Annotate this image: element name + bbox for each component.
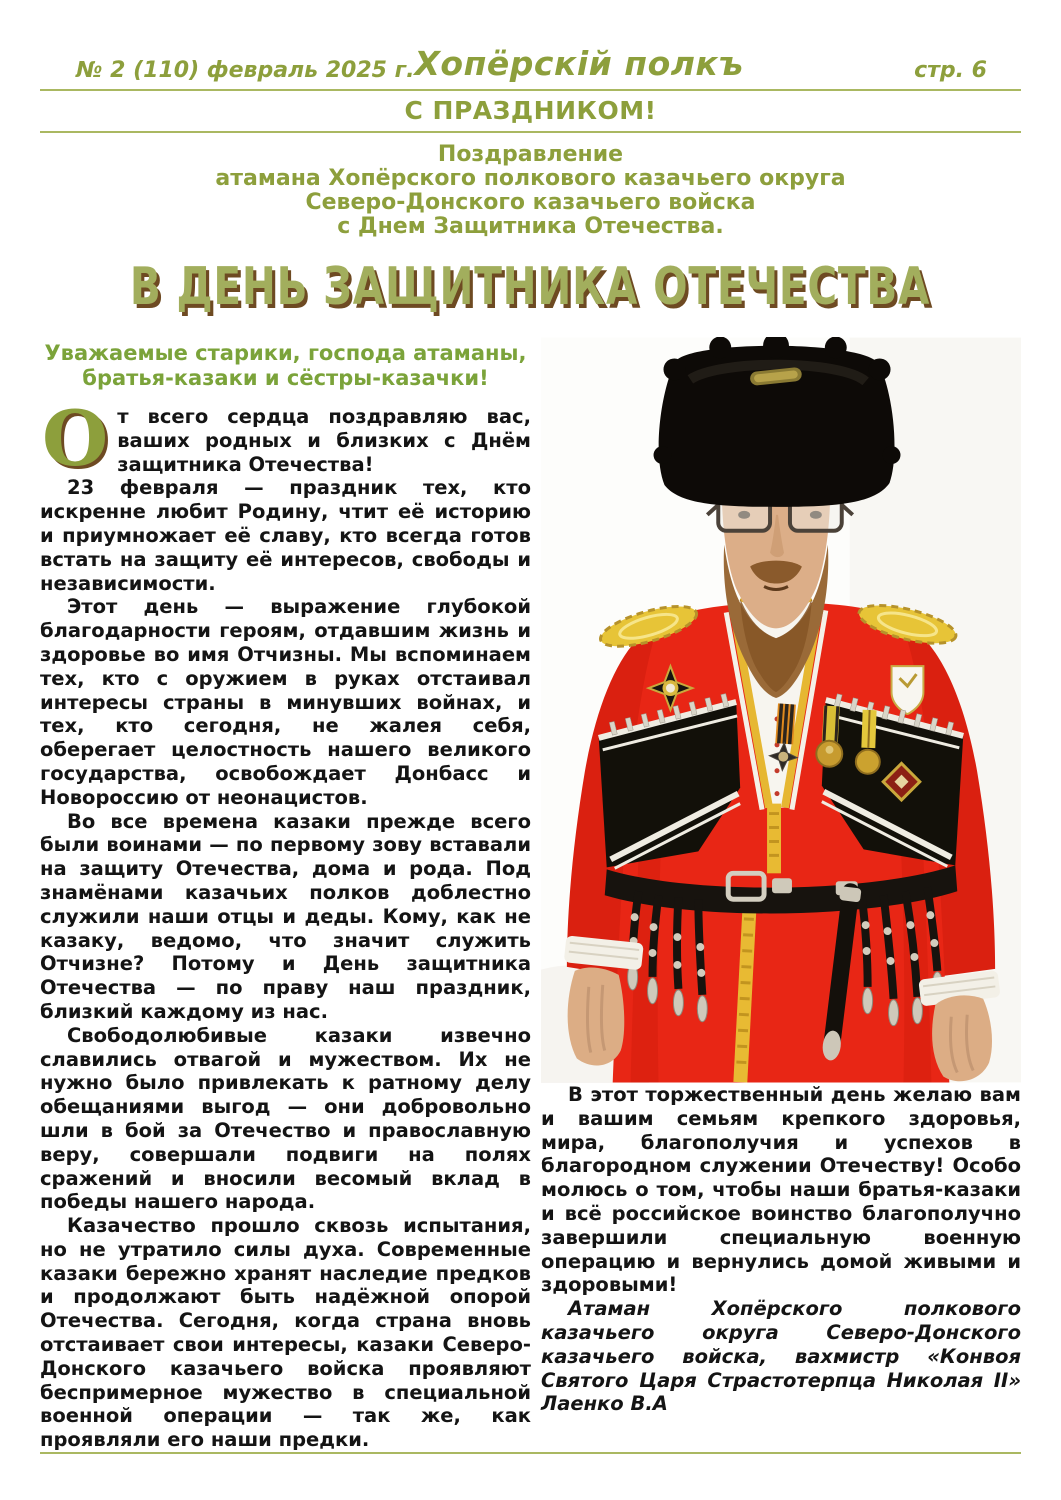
page-number: стр. 6 xyxy=(914,58,987,83)
body-paragraph: 23 февраля — праздник тех, кто искренне любит Родину, чтит её историю и приумножает её славу, кто всегда готов встать на защиту её интересов, свободы и независимости. xyxy=(40,476,531,595)
greeting-line: Поздравление xyxy=(437,142,624,167)
fur-hat xyxy=(654,337,901,507)
greeting-line: Северо-Донского казачьего войска xyxy=(305,190,756,215)
main-headline: В ДЕНЬ ЗАЩИТНИКА ОТЕЧЕСТВА xyxy=(130,257,931,317)
article-columns xyxy=(0,337,1061,1452)
page-header xyxy=(0,0,1061,89)
body-paragraph: От всего сердца поздравляю вас, ваших родных и близких с Днём защитника Отечества! xyxy=(42,394,531,483)
body-paragraph: Казачество прошло сквозь испытания, но не утратило силы духа. Современные казаки бережно хранят наследие предков и продолжают быть надёжной опорой Отечества. Сегодня, когда страна вновь отстаивает свои интересы, казаки Северо-Донского казачьего войска проявляют беспримерное мужество в специальной военной операции — так же, как проявляли его наши предки. xyxy=(40,1214,531,1452)
masthead-title: Хопёрскій полкъ xyxy=(414,44,744,83)
issue-date: № 2 (110) февраль 2025 г. xyxy=(76,58,415,83)
congrats-paragraph: В этот торжественный день желаю вам и вашим семьям крепкого здоровья, мира, благополучия и успехов в благородном служении Отечеству! Особо молюсь о том, чтобы наши братья-казаки и всё российское воинство благополучно завершили специальную военную операцию и вернулись домой живыми и здоровыми! xyxy=(541,1083,1021,1297)
left-column xyxy=(40,337,531,1452)
header-rule-top xyxy=(40,89,1021,91)
greeting-line: с Днем Защитника Отечества. xyxy=(337,214,724,239)
body-paragraph: Этот день — выражение глубокой благодарности героям, отдавшим жизнь и здоровье во имя Отчизны. Мы вспоминаем тех, кто с оружием в руках отстаивал интересы страны в минувших войнах, и тех, кто сегодня, не жалея себя, оберегает целостность нашего великого государства, освобождает Донбасс и Новороссию от неонацистов. xyxy=(40,595,531,809)
salutation xyxy=(40,341,531,391)
right-column xyxy=(541,337,1021,1452)
body-paragraph: Во все времена казаки прежде всего были воинами — по первому зову вставали на защиту Отечества, дома и рода. Под знамёнами казачьих полков доблестно служили наши отцы и деды. Кому, как не казаку, ведомо, что значит служить Отчизне? Потому и День защитника Отечества — по праву наш праздник, близкий каждому из нас. xyxy=(40,809,531,1023)
holiday-banner: С ПРАЗДНИКОМ! xyxy=(404,96,657,125)
signature-paragraph: Атаман Хопёрского полкового казачьего округа Северо-Донского казачьего войска, вахмистр «Конвоя Святого Царя Страстотерпца Николая II» Лаенко В.А xyxy=(541,1297,1021,1416)
attaman-photo xyxy=(541,337,1021,1083)
body-paragraph: Свободолюбивые казаки извечно славились отвагой и мужеством. Их не нужно было привлекать к ратному делу обещаниями выгод — они добровольно шли в бой за Отечество и православную веру, совершали подвиги на полях сражений и вносили весомый вклад в победы нашего народа. xyxy=(40,1023,531,1214)
footer-rule xyxy=(40,1452,1021,1454)
header-rule-bottom xyxy=(40,131,1021,133)
greeting-block xyxy=(0,143,1061,239)
greeting-line: атамана Хопёрского полкового казачьего округа xyxy=(215,166,846,191)
salutation-line: Уважаемые старики, господа атаманы, xyxy=(44,341,527,365)
salutation-line: братья-казаки и сёстры-казачки! xyxy=(82,366,489,390)
drop-cap: О xyxy=(42,394,109,483)
